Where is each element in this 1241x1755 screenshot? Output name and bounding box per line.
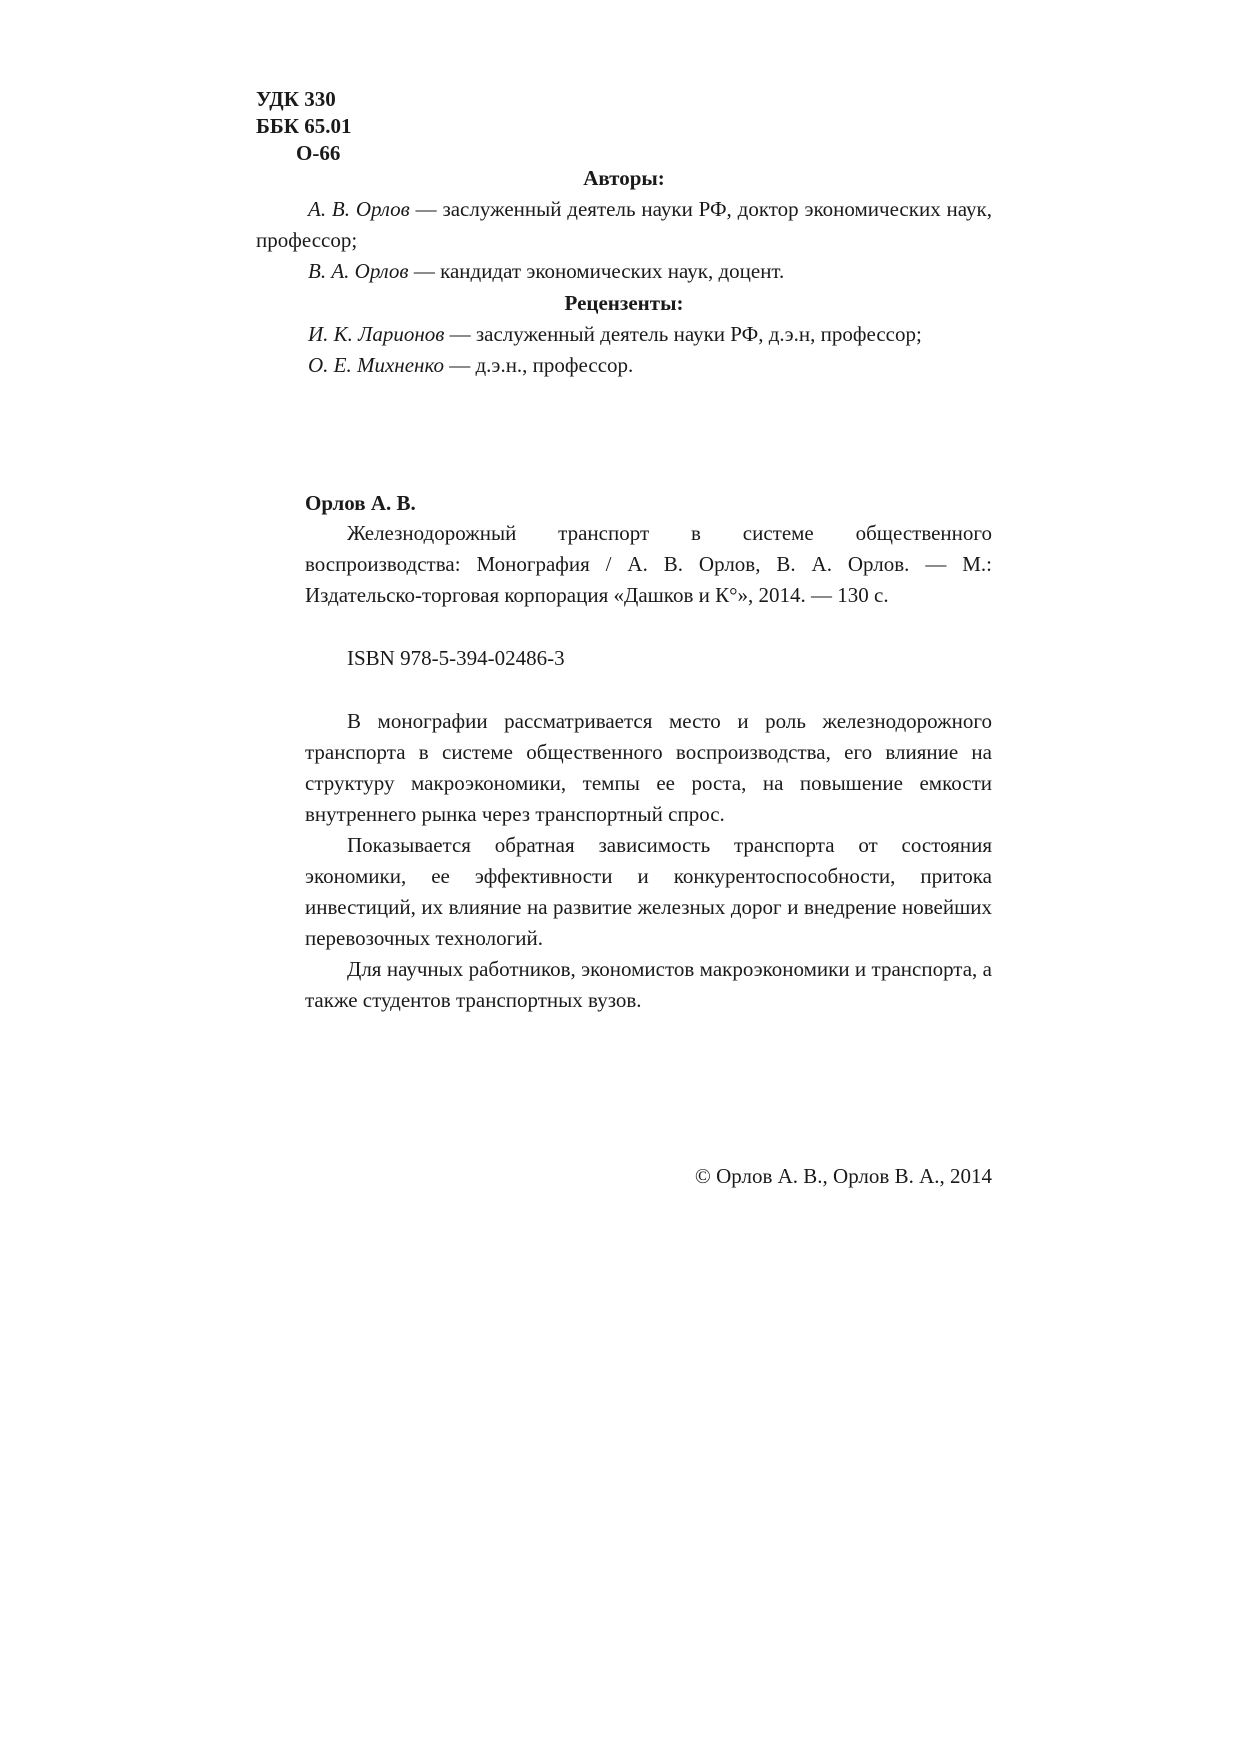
author-mark: О-66 [296, 141, 341, 165]
isbn: ISBN 978-5-394-02486-3 [347, 646, 565, 670]
classification-codes [256, 86, 352, 167]
reviewer-description: — заслуженный деятель науки РФ, д.э.н, профессор; [444, 322, 922, 346]
reviewer-entry [256, 319, 992, 350]
annotation [305, 706, 992, 1016]
author-description: — заслуженный деятель науки РФ, доктор экономических наук, профессор; [256, 197, 992, 252]
annotation-paragraph: В монографии рассматривается место и роль железнодорожного транспорта в системе общественного воспроизводства, его влияние на структуру макроэкономики, темпы ее роста, на повышение емкости внутреннего рынка через транспортный спрос. [305, 709, 992, 826]
udk-code: УДК 330 [256, 87, 336, 111]
reviewers-list [256, 319, 992, 381]
bbk-code: ББК 65.01 [256, 114, 352, 138]
reviewer-name: О. Е. Михненко [308, 353, 444, 377]
author-name: В. А. Орлов [308, 259, 409, 283]
author-description: — кандидат экономических наук, доцент. [408, 259, 785, 283]
annotation-paragraph: Показывается обратная зависимость транспорта от состояния экономики, ее эффективности и конкурентоспособности, притока инвестиций, их влияние на развитие железных дорог и внедрение новейших перевозочных технологий. [305, 833, 992, 950]
bibliography-author: Орлов А. В. [305, 491, 416, 515]
copyright-notice: © Орлов А. В., Орлов В. А., 2014 [694, 1164, 992, 1188]
bibliography-record: Железнодорожный транспорт в системе общественного воспроизводства: Монография / А. В. Орлов, В. А. Орлов. — М.: Издательско-торговая корпорация «Дашков и К°», 2014. — 130 с. [305, 521, 992, 607]
author-entry [256, 194, 992, 256]
reviewers-heading: Рецензенты: [564, 291, 684, 315]
reviewer-entry [256, 350, 992, 381]
author-name: А. В. Орлов [308, 197, 410, 221]
author-entry [256, 256, 992, 287]
reviewer-description: — д.э.н., профессор. [444, 353, 634, 377]
reviewer-name: И. К. Ларионов [308, 322, 445, 346]
authors-heading: Авторы: [583, 166, 665, 190]
authors-list [256, 194, 992, 287]
annotation-paragraph: Для научных работников, экономистов макроэкономики и транспорта, а также студентов транспортных вузов. [305, 957, 992, 1012]
